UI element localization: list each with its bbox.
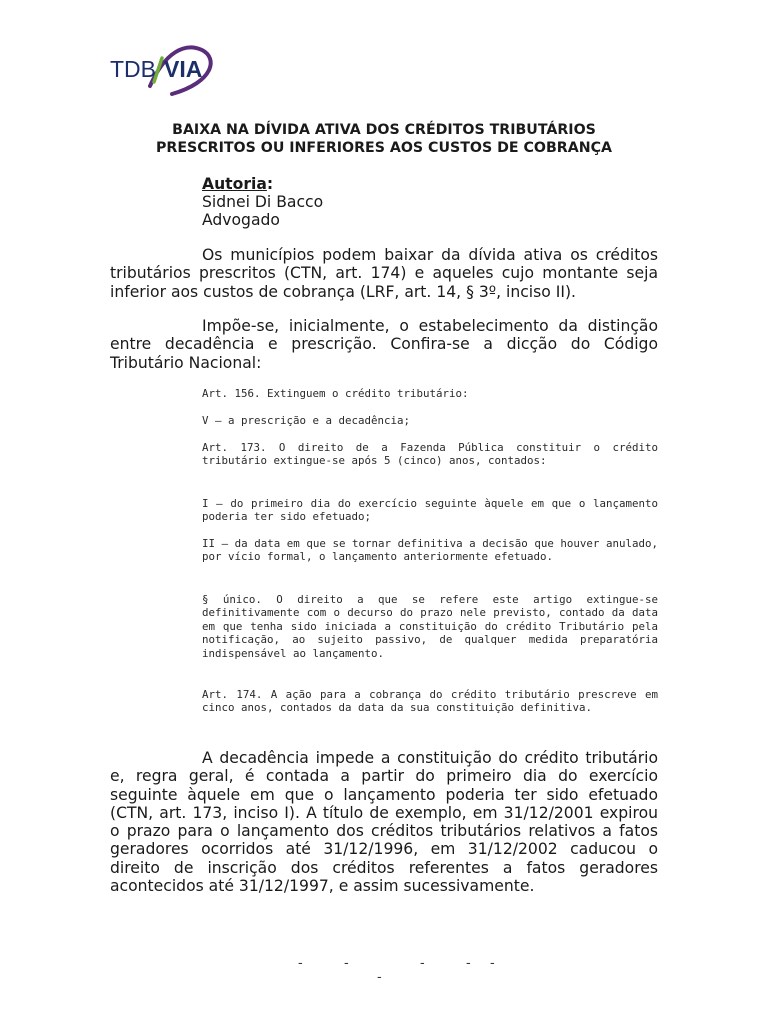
footer-dash: - <box>344 956 349 971</box>
paragraph-3 <box>110 749 658 895</box>
title-line-1: BAIXA NA DÍVIDA ATIVA DOS CRÉDITOS TRIBUTÁRIOS <box>172 122 596 138</box>
author-role: Advogado <box>202 211 280 229</box>
document-title <box>110 121 658 157</box>
footer-dash: - <box>466 956 471 971</box>
logo-text-tdb: TDB <box>110 56 156 82</box>
footer-dash: - <box>298 956 303 971</box>
footer-dash: - <box>490 956 495 971</box>
logo-text-via: VIA <box>164 56 203 82</box>
paragraph-3-text: A decadência impede a constituição do crédito tributário e, regra geral, é contada a partir do primeiro dia do exercício seguinte àquele em que o lançamento poderia ter sido efetuado (CTN, art. 173, inciso I). A título de exemplo, em 31/12/2001 expirou o prazo para o lançamento dos créditos tributários relativos a fatos geradores ocorridos até 31/12/1996, em 31/12/2002 caducou o direito de inscrição dos créditos referentes a fatos geradores acontecidos até 31/12/1997, e assim sucessivamente. <box>110 749 658 896</box>
quote-art-174: Art. 174. A ação para a cobrança do crédito tributário prescreve em cinco anos, contados da data da sua constituição definitiva. <box>202 688 658 715</box>
authorship-label: Autoria <box>202 175 267 193</box>
authorship-colon: : <box>266 175 274 193</box>
title-line-2: PRESCRITOS OU INFERIORES AOS CUSTOS DE COBRANÇA <box>156 140 612 156</box>
paragraph-1-text: Os municípios podem baixar da dívida ativa os créditos tributários prescritos (CTN, art. 174) e aqueles cujo montante seja inferior aos custos de cobrança (LRF, art. 14, § 3º, inciso II). <box>110 246 658 301</box>
logo-wordmark <box>110 56 202 83</box>
authorship-heading <box>202 175 323 193</box>
paragraph-1 <box>110 246 658 301</box>
quote-art-173: Art. 173. O direito de a Fazenda Pública constituir o crédito tributário extingue-se após 5 (cinco) anos, contados: <box>202 441 658 468</box>
tdbvia-logo <box>110 42 220 98</box>
paragraph-2 <box>110 317 658 372</box>
quote-inciso-v: V – a prescrição e a decadência; <box>202 414 411 427</box>
footer-dash: - <box>420 956 425 971</box>
paragraph-2-text: Impõe-se, inicialmente, o estabelecimento da distinção entre decadência e prescrição. Confira-se a dicção do Código Tributário Nacional: <box>110 317 658 372</box>
authorship-block <box>202 175 323 229</box>
quote-inciso-i: I – do primeiro dia do exercício seguinte àquele em que o lançamento poderia ter sido efetuado; <box>202 497 658 524</box>
quote-paragrafo-unico: § único. O direito a que se refere este artigo extingue-se definitivamente com o decurso do prazo nele previsto, contado da data em que tenha sido iniciada a constituição do crédito Tributário pela notificação, ao sujeito passivo, de qualquer medida preparatória indispensável ao lançamento. <box>202 593 658 660</box>
author-name: Sidnei Di Bacco <box>202 193 324 211</box>
quote-inciso-ii: II – da data em que se tornar definitiva a decisão que houver anulado, por vício formal, o lançamento anteriormente efetuado. <box>202 537 658 564</box>
quote-art-156: Art. 156. Extinguem o crédito tributário: <box>202 387 469 400</box>
footer-dash: - <box>377 970 382 985</box>
